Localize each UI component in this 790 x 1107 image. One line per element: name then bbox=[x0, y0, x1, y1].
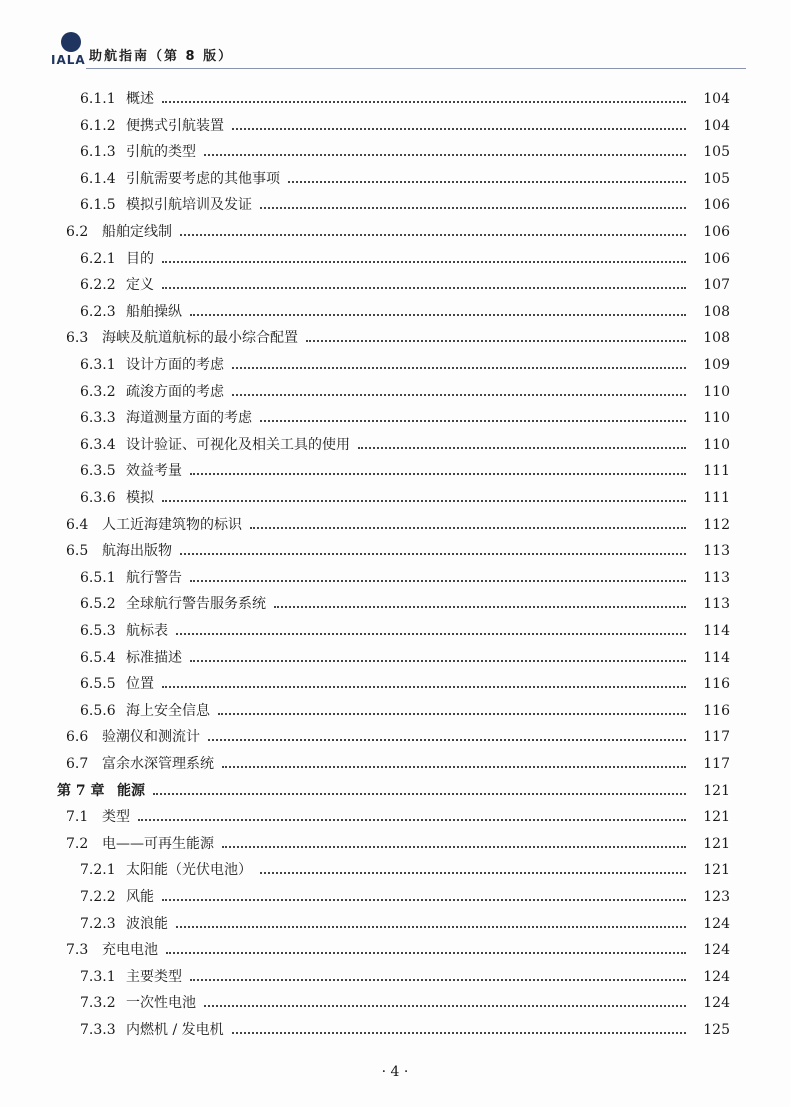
section-title: 海道测量方面的考虑 bbox=[126, 410, 252, 427]
leader-dots bbox=[218, 713, 686, 715]
leader-dots bbox=[153, 793, 686, 795]
section-number: 7.2.2 bbox=[80, 889, 116, 905]
page-ref: 104 bbox=[703, 91, 730, 107]
toc-entry[interactable] bbox=[0, 460, 730, 482]
leader-dots bbox=[176, 633, 686, 635]
leader-dots bbox=[222, 846, 686, 848]
section-title: 海上安全信息 bbox=[126, 702, 210, 719]
section-number: 6.1.3 bbox=[80, 144, 116, 161]
book-title: 助航指南（第 8 版） bbox=[89, 49, 234, 64]
page-header bbox=[46, 30, 746, 70]
section-number: 6.5.5 bbox=[80, 676, 116, 693]
section-title: 位置 bbox=[126, 676, 154, 693]
toc-entry[interactable] bbox=[0, 647, 730, 669]
section-number: 7.3.1 bbox=[80, 968, 116, 985]
section-number: 6.1.4 bbox=[80, 170, 116, 187]
toc-entry[interactable] bbox=[0, 274, 730, 296]
section-title: 类型 bbox=[102, 809, 130, 826]
section-number: 7.3.3 bbox=[80, 1022, 116, 1038]
leader-dots bbox=[162, 899, 686, 901]
section-title: 富余水深管理系统 bbox=[102, 756, 214, 772]
toc-entry[interactable] bbox=[0, 381, 730, 403]
section-number: 7.1 bbox=[66, 809, 89, 826]
section-title: 模拟 bbox=[126, 490, 154, 506]
toc-entry[interactable] bbox=[0, 88, 730, 110]
toc-entry[interactable] bbox=[0, 487, 730, 509]
leader-dots bbox=[222, 766, 686, 768]
section-title: 电——可再生能源 bbox=[102, 835, 214, 852]
toc-entry[interactable] bbox=[0, 115, 730, 137]
section-title: 航海出版物 bbox=[102, 543, 172, 560]
page-ref: 109 bbox=[703, 357, 730, 373]
section-title: 太阳能（光伏电池） bbox=[126, 862, 252, 879]
page-ref: 125 bbox=[703, 1022, 730, 1038]
section-number: 6.2.2 bbox=[80, 277, 116, 294]
page-ref: 108 bbox=[703, 303, 730, 320]
page-ref: 113 bbox=[703, 596, 730, 613]
section-number: 7.3.2 bbox=[80, 995, 116, 1012]
page-ref: 121 bbox=[703, 862, 730, 879]
page-ref: 117 bbox=[703, 756, 730, 772]
iala-logo bbox=[51, 30, 91, 70]
leader-dots bbox=[260, 420, 686, 422]
section-title: 标准描述 bbox=[126, 649, 182, 666]
section-title: 目的 bbox=[126, 250, 154, 267]
leader-dots bbox=[250, 527, 686, 529]
toc-entry[interactable] bbox=[0, 141, 730, 163]
section-title: 航标表 bbox=[126, 623, 168, 639]
section-title: 设计方面的考虑 bbox=[126, 357, 224, 373]
leader-dots bbox=[288, 181, 686, 183]
section-title: 疏浚方面的考虑 bbox=[126, 383, 224, 400]
toc-entry[interactable] bbox=[0, 780, 730, 802]
leader-dots bbox=[260, 207, 686, 209]
toc-entry[interactable] bbox=[0, 221, 730, 243]
toc-entry[interactable] bbox=[0, 354, 730, 376]
section-number: 7.2.1 bbox=[80, 862, 116, 879]
section-title: 船舶定线制 bbox=[102, 224, 172, 240]
page-ref: 124 bbox=[703, 942, 730, 959]
leader-dots bbox=[138, 819, 686, 821]
page-ref: 105 bbox=[703, 144, 730, 161]
toc-entry[interactable] bbox=[0, 1019, 730, 1041]
toc-entry[interactable] bbox=[0, 301, 730, 323]
section-title: 设计验证、可视化及相关工具的使用 bbox=[126, 436, 350, 453]
section-title: 波浪能 bbox=[126, 915, 168, 932]
toc-entry[interactable] bbox=[0, 407, 730, 429]
section-title: 引航需要考虑的其他事项 bbox=[126, 170, 280, 187]
page-ref: 105 bbox=[703, 170, 730, 187]
leader-dots bbox=[162, 686, 686, 688]
section-number: 6.5.6 bbox=[80, 702, 116, 719]
toc-entry[interactable] bbox=[0, 939, 730, 961]
page-ref: 113 bbox=[703, 569, 730, 586]
section-number: 6.5.2 bbox=[80, 596, 116, 613]
toc-entry[interactable] bbox=[0, 806, 730, 828]
section-title: 人工近海建筑物的标识 bbox=[102, 516, 242, 533]
page-ref: 121 bbox=[703, 809, 730, 826]
page-ref: 106 bbox=[703, 250, 730, 267]
section-number: 6.4 bbox=[66, 516, 89, 533]
leader-dots bbox=[204, 154, 686, 156]
section-title: 内燃机 / 发电机 bbox=[126, 1022, 224, 1038]
toc-entry[interactable] bbox=[0, 620, 730, 642]
leader-dots bbox=[162, 261, 686, 263]
leader-dots bbox=[162, 500, 686, 502]
page-ref: 113 bbox=[703, 543, 730, 560]
toc-entry[interactable] bbox=[0, 168, 730, 190]
section-number: 6.3.3 bbox=[80, 410, 116, 427]
page-ref: 116 bbox=[703, 676, 730, 693]
page-ref: 112 bbox=[703, 516, 730, 533]
section-title: 能源 bbox=[117, 782, 145, 799]
section-title: 航行警告 bbox=[126, 569, 182, 586]
leader-dots bbox=[208, 739, 686, 741]
section-number: 6.5.3 bbox=[80, 623, 116, 639]
section-number: 6.1.2 bbox=[80, 117, 116, 134]
section-title: 效益考量 bbox=[126, 463, 182, 480]
section-number: 6.5.4 bbox=[80, 649, 116, 666]
page-ref: 106 bbox=[703, 197, 730, 214]
toc-entry[interactable] bbox=[0, 913, 730, 935]
leader-dots bbox=[166, 952, 686, 954]
toc-entry[interactable] bbox=[0, 593, 730, 615]
leader-dots bbox=[204, 1005, 686, 1007]
page-ref: 116 bbox=[703, 702, 730, 719]
globe-icon bbox=[61, 32, 81, 52]
leader-dots bbox=[260, 872, 686, 874]
page-ref: 114 bbox=[703, 649, 730, 666]
page-ref: 124 bbox=[703, 968, 730, 985]
leader-dots bbox=[180, 553, 686, 555]
page-ref: 111 bbox=[703, 490, 730, 506]
section-number: 6.1.5 bbox=[80, 197, 116, 214]
toc-entry[interactable] bbox=[0, 248, 730, 270]
section-title: 海峡及航道航标的最小综合配置 bbox=[102, 330, 298, 347]
leader-dots bbox=[232, 367, 686, 369]
leader-dots bbox=[190, 473, 686, 475]
logo-text: IALA bbox=[51, 53, 86, 67]
toc-entry[interactable] bbox=[0, 753, 730, 775]
section-number: 6.1.1 bbox=[80, 91, 116, 107]
section-number: 7.2.3 bbox=[80, 915, 116, 932]
section-title: 引航的类型 bbox=[126, 144, 196, 161]
section-title: 充电电池 bbox=[102, 942, 158, 959]
section-number: 7.2 bbox=[66, 835, 89, 852]
section-title: 全球航行警告服务系统 bbox=[126, 596, 266, 613]
page-ref: 110 bbox=[703, 383, 730, 400]
section-number: 6.2.1 bbox=[80, 250, 116, 267]
toc-entry[interactable] bbox=[0, 327, 730, 349]
page-ref: 114 bbox=[703, 623, 730, 639]
page-ref: 107 bbox=[703, 277, 730, 294]
toc-entry[interactable] bbox=[0, 700, 730, 722]
page-ref: 111 bbox=[703, 463, 730, 480]
toc-entry[interactable] bbox=[0, 833, 730, 855]
leader-dots bbox=[358, 447, 686, 449]
section-title: 一次性电池 bbox=[126, 995, 196, 1012]
section-number: 7.3 bbox=[66, 942, 89, 959]
header-divider bbox=[86, 68, 746, 69]
toc-entry[interactable] bbox=[0, 514, 730, 536]
section-number: 6.3.4 bbox=[80, 436, 116, 453]
page-ref: 123 bbox=[703, 889, 730, 905]
leader-dots bbox=[190, 979, 686, 981]
page-ref: 106 bbox=[703, 224, 730, 240]
leader-dots bbox=[180, 234, 686, 236]
section-title: 概述 bbox=[126, 91, 154, 107]
section-title: 风能 bbox=[126, 889, 154, 905]
page-ref: 121 bbox=[703, 782, 730, 799]
section-title: 定义 bbox=[126, 277, 154, 294]
section-number: 6.5 bbox=[66, 543, 89, 560]
section-number: 6.3.5 bbox=[80, 463, 116, 480]
leader-dots bbox=[232, 394, 686, 396]
page-ref: 117 bbox=[703, 729, 730, 746]
section-number: 6.3.2 bbox=[80, 383, 116, 400]
section-title: 模拟引航培训及发证 bbox=[126, 197, 252, 214]
page-ref: 104 bbox=[703, 117, 730, 134]
toc-entry[interactable] bbox=[0, 992, 730, 1014]
toc-entry[interactable] bbox=[0, 673, 730, 695]
leader-dots bbox=[162, 287, 686, 289]
leader-dots bbox=[176, 926, 686, 928]
leader-dots bbox=[232, 128, 686, 130]
toc-entry[interactable] bbox=[0, 540, 730, 562]
leader-dots bbox=[190, 314, 686, 316]
section-title: 船舶操纵 bbox=[126, 303, 182, 320]
page-ref: 110 bbox=[703, 410, 730, 427]
section-number: 6.6 bbox=[66, 729, 89, 746]
leader-dots bbox=[232, 1032, 686, 1034]
section-number: 6.3.1 bbox=[80, 357, 116, 373]
section-title: 验潮仪和测流计 bbox=[102, 729, 200, 746]
section-number: 6.5.1 bbox=[80, 569, 116, 586]
section-number: 第 7 章 bbox=[57, 782, 105, 799]
toc-entry[interactable] bbox=[0, 859, 730, 881]
page-ref: 124 bbox=[703, 995, 730, 1012]
toc-entry[interactable] bbox=[0, 966, 730, 988]
page-ref: 110 bbox=[703, 436, 730, 453]
leader-dots bbox=[306, 340, 686, 342]
leader-dots bbox=[274, 606, 686, 608]
section-title: 便携式引航装置 bbox=[126, 117, 224, 134]
section-number: 6.3.6 bbox=[80, 490, 116, 506]
leader-dots bbox=[190, 580, 686, 582]
section-number: 6.2 bbox=[66, 224, 89, 240]
toc-entry[interactable] bbox=[0, 886, 730, 908]
page-ref: 108 bbox=[703, 330, 730, 347]
toc-entry[interactable] bbox=[0, 567, 730, 589]
leader-dots bbox=[190, 660, 686, 662]
section-title: 主要类型 bbox=[126, 968, 182, 985]
toc-entry[interactable] bbox=[0, 434, 730, 456]
leader-dots bbox=[162, 101, 686, 103]
page-number: · 4 · bbox=[381, 1064, 409, 1080]
toc-entry[interactable] bbox=[0, 194, 730, 216]
page-ref: 121 bbox=[703, 835, 730, 852]
section-number: 6.7 bbox=[66, 756, 89, 772]
section-number: 6.2.3 bbox=[80, 303, 116, 320]
toc-entry[interactable] bbox=[0, 726, 730, 748]
page-ref: 124 bbox=[703, 915, 730, 932]
section-number: 6.3 bbox=[66, 330, 89, 347]
